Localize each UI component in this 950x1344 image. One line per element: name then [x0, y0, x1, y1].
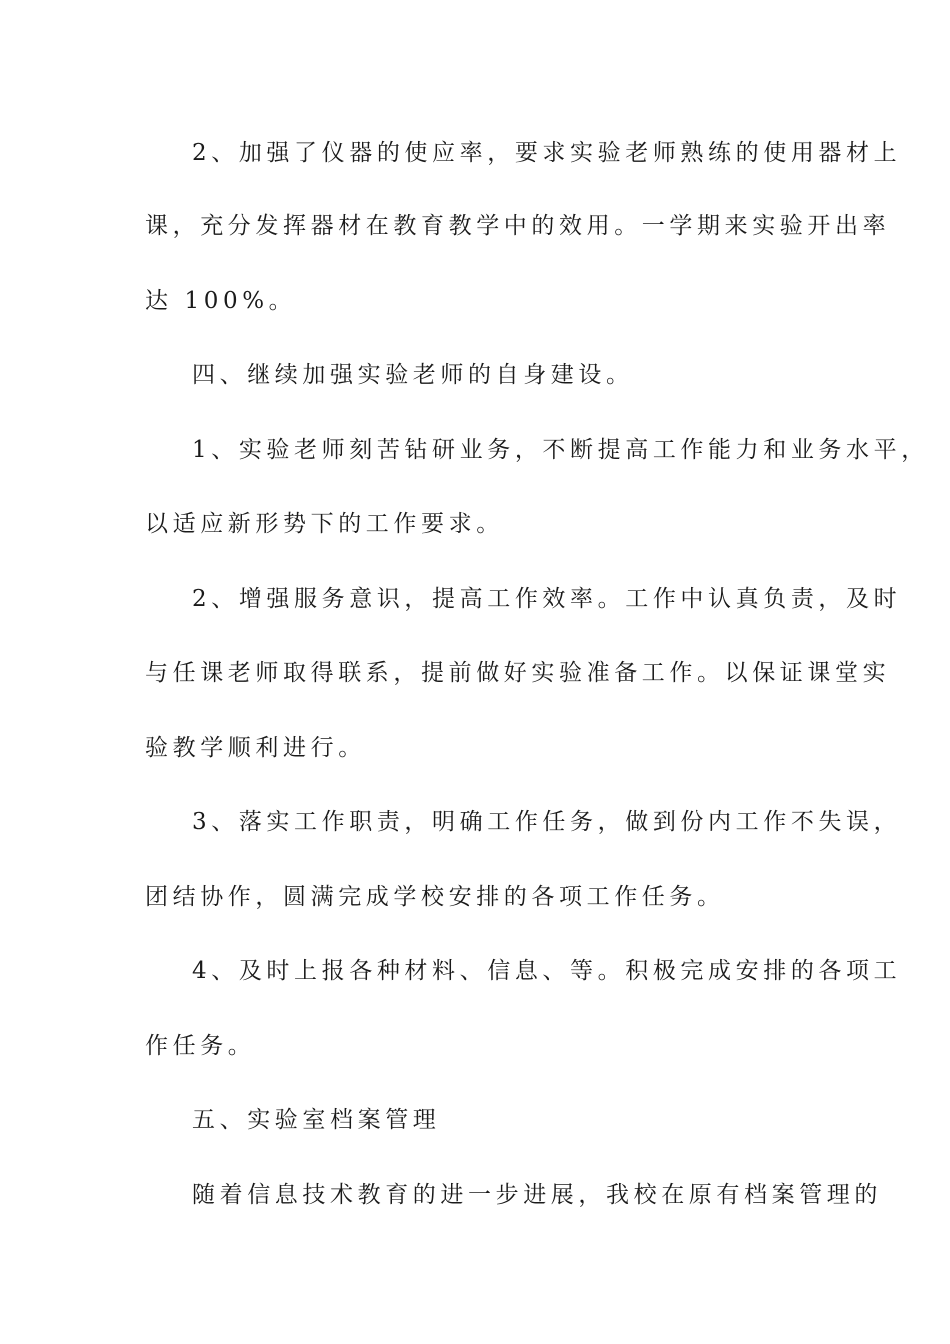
paragraph-line: 1、实验老师刻苦钻研业务，不断提高工作能力和业务水平，	[192, 437, 929, 463]
paragraph-line: 3、落实工作职责，明确工作任务，做到份内工作不失误，	[192, 809, 902, 835]
paragraph-line: 验教学顺利进行。	[145, 735, 366, 761]
paragraph-line: 4、及时上报各种材料、信息、等。积极完成安排的各项工	[192, 958, 902, 984]
paragraph-line: 2、加强了仪器的使应率，要求实验老师熟练的使用器材上	[192, 140, 902, 166]
section-heading: 四、继续加强实验老师的自身建设。	[192, 362, 634, 388]
paragraph-line: 团结协作，圆满完成学校安排的各项工作任务。	[145, 884, 725, 910]
paragraph-line: 作任务。	[145, 1033, 256, 1059]
paragraph-line: 达 100%。	[145, 288, 297, 314]
paragraph-line: 与任课老师取得联系，提前做好实验准备工作。以保证课堂实	[145, 660, 891, 686]
paragraph-line: 课，充分发挥器材在教育教学中的效用。一学期来实验开出率	[145, 213, 891, 239]
paragraph-line: 2、增强服务意识，提高工作效率。工作中认真负责，及时	[192, 586, 902, 612]
section-heading: 五、实验室档案管理	[192, 1107, 441, 1133]
paragraph-line: 随着信息技术教育的进一步进展，我校在原有档案管理的	[192, 1182, 882, 1208]
paragraph-line: 以适应新形势下的工作要求。	[145, 511, 504, 537]
